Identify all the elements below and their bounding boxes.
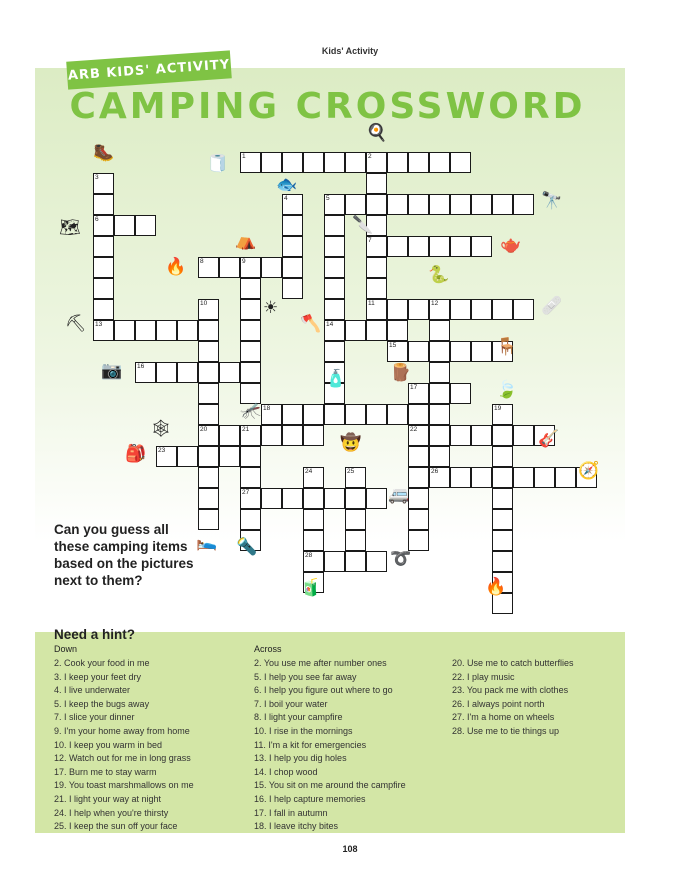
grid-cell[interactable] — [408, 509, 429, 530]
across-clue: 15. You sit on me around the campfire — [254, 780, 406, 791]
butterfly-net-icon: 🕸 — [150, 419, 172, 438]
grid-cell[interactable] — [345, 320, 366, 341]
grid-cell[interactable] — [513, 194, 534, 215]
grid-cell[interactable] — [366, 320, 387, 341]
grid-cell[interactable] — [366, 257, 387, 278]
grid-cell[interactable] — [408, 341, 429, 362]
across-clue-list — [254, 657, 406, 834]
kettle-icon: 🫖 — [500, 235, 522, 254]
across-clue: 7. I boil your water — [254, 698, 328, 709]
grid-cell[interactable] — [471, 425, 492, 446]
clue-number: 11 — [368, 300, 375, 307]
grid-cell[interactable] — [324, 551, 345, 572]
down-clue: 10. I keep you warm in bed — [54, 739, 163, 750]
tent-icon: ⛺ — [235, 231, 257, 250]
down-clue: 7. I slice your dinner — [54, 712, 135, 723]
grid-cell[interactable] — [198, 446, 219, 467]
grid-cell[interactable] — [93, 257, 114, 278]
grid-cell[interactable] — [366, 488, 387, 509]
clue-number: 2 — [368, 153, 372, 160]
activity-badge: ARB KIDS' ACTIVITY — [66, 50, 232, 89]
across-clue: 23. You pack me with clothes — [452, 685, 569, 696]
grid-cell[interactable] — [366, 194, 387, 215]
grid-cell[interactable] — [492, 488, 513, 509]
down-clue: 9. I'm your home away from home — [54, 725, 190, 736]
grid-cell[interactable] — [555, 467, 576, 488]
grid-cell[interactable] — [387, 299, 408, 320]
grid-cell[interactable] — [198, 467, 219, 488]
fish-icon: 🐟 — [276, 175, 298, 194]
grid-cell[interactable] — [198, 383, 219, 404]
grid-cell[interactable] — [240, 362, 261, 383]
down-clue: 12. Watch out for me in long grass — [54, 753, 191, 764]
across-clue: 26. I always point north — [452, 698, 545, 709]
clue-number: 10 — [200, 300, 208, 307]
grid-cell[interactable] — [513, 425, 534, 446]
grid-cell[interactable] — [219, 446, 240, 467]
grid-cell[interactable] — [177, 320, 198, 341]
clue-number: 17 — [410, 384, 418, 391]
grid-cell[interactable] — [345, 488, 366, 509]
frying-pan-icon: 🍳 — [366, 123, 388, 142]
clue-number: 9 — [242, 258, 246, 265]
grid-cell[interactable] — [450, 236, 471, 257]
compass-icon: 🧭 — [578, 461, 600, 480]
camp-chair-icon: 🪑 — [496, 337, 518, 356]
grid-cell[interactable] — [345, 509, 366, 530]
grid-cell[interactable] — [345, 551, 366, 572]
grid-cell[interactable] — [387, 404, 408, 425]
grid-cell[interactable] — [324, 404, 345, 425]
grid-cell[interactable] — [198, 341, 219, 362]
grid-cell[interactable] — [534, 467, 555, 488]
grid-cell[interactable] — [261, 425, 282, 446]
clue-number: 1 — [242, 153, 246, 160]
sleeping-bag-icon: 🛌 — [196, 532, 218, 551]
across-clue: 22. I play music — [452, 671, 515, 682]
grid-cell[interactable] — [429, 446, 450, 467]
grid-cell[interactable] — [471, 236, 492, 257]
grid-cell[interactable] — [282, 488, 303, 509]
down-clue-list — [54, 657, 194, 834]
down-clue: 19. You toast marshmallows on me — [54, 780, 194, 791]
clue-number: 27 — [242, 489, 250, 496]
grid-cell[interactable] — [324, 488, 345, 509]
grid-cell[interactable] — [93, 299, 114, 320]
grid-cell[interactable] — [492, 530, 513, 551]
grid-cell[interactable] — [408, 467, 429, 488]
grid-cell[interactable] — [240, 509, 261, 530]
grid-cell[interactable] — [345, 530, 366, 551]
grid-cell[interactable] — [429, 152, 450, 173]
boots-icon: 🥾 — [93, 143, 115, 162]
grid-cell[interactable] — [450, 383, 471, 404]
down-clue: 24. I help when you're thirsty — [54, 807, 169, 818]
clue-number: 20 — [200, 426, 208, 433]
camera-icon: 📷 — [101, 361, 123, 380]
grid-cell[interactable] — [156, 362, 177, 383]
grid-cell[interactable] — [450, 152, 471, 173]
grid-cell[interactable] — [135, 320, 156, 341]
clue-number: 25 — [347, 468, 355, 475]
grid-cell[interactable] — [240, 341, 261, 362]
page-title: CAMPING CROSSWORD — [69, 86, 586, 127]
clue-number: 14 — [326, 321, 334, 328]
caravan-icon: 🚐 — [388, 485, 410, 504]
across-clue: 14. I chop wood — [254, 766, 318, 777]
grid-cell[interactable] — [198, 362, 219, 383]
grid-cell[interactable] — [198, 404, 219, 425]
clue-number: 28 — [305, 552, 313, 559]
grid-cell[interactable] — [492, 593, 513, 614]
grid-cell[interactable] — [492, 509, 513, 530]
matches-icon: 🔥 — [165, 257, 187, 276]
clue-number: 7 — [368, 237, 372, 244]
grid-cell[interactable] — [429, 341, 450, 362]
across-clue: 18. I leave itchy bites — [254, 821, 339, 832]
grid-cell[interactable] — [240, 467, 261, 488]
toilet-paper-icon: 🧻 — [207, 154, 229, 173]
rope-icon: ➰ — [390, 549, 412, 568]
across-title: Across — [254, 644, 282, 654]
clue-number: 12 — [431, 300, 439, 307]
grid-cell[interactable] — [492, 299, 513, 320]
grid-cell[interactable] — [429, 320, 450, 341]
grid-cell[interactable] — [471, 194, 492, 215]
grid-cell[interactable] — [135, 215, 156, 236]
page-number: 108 — [342, 844, 358, 854]
hat-icon: 🤠 — [340, 433, 362, 452]
grid-cell[interactable] — [387, 236, 408, 257]
grid-cell[interactable] — [261, 152, 282, 173]
grid-cell[interactable] — [219, 362, 240, 383]
grid-cell[interactable] — [387, 320, 408, 341]
grid-cell[interactable] — [240, 299, 261, 320]
grid-cell[interactable] — [345, 194, 366, 215]
guitar-icon: 🎸 — [538, 429, 560, 448]
first-aid-kit-icon: 🩹 — [541, 296, 563, 315]
grid-cell[interactable] — [429, 194, 450, 215]
grid-cell[interactable] — [324, 215, 345, 236]
down-clue: 2. Cook your food in me — [54, 658, 150, 668]
grid-cell[interactable] — [408, 299, 429, 320]
clue-number: 6 — [95, 216, 99, 223]
grid-cell[interactable] — [429, 425, 450, 446]
clue-number: 18 — [263, 405, 271, 412]
grid-cell[interactable] — [366, 278, 387, 299]
down-clue: 21. I light your way at night — [54, 793, 162, 804]
clue-number: 5 — [326, 195, 330, 202]
grid-cell[interactable] — [366, 404, 387, 425]
down-clue: 17. Burn me to stay warm — [54, 766, 157, 777]
grid-cell[interactable] — [408, 194, 429, 215]
grid-cell[interactable] — [93, 236, 114, 257]
grid-cell[interactable] — [408, 236, 429, 257]
grid-cell[interactable] — [303, 425, 324, 446]
sun-icon: ☀ — [263, 298, 279, 317]
clue-number: 13 — [95, 321, 103, 328]
grid-cell[interactable] — [303, 488, 324, 509]
clue-number: 23 — [158, 447, 166, 454]
grid-cell[interactable] — [450, 425, 471, 446]
across-clue: 11. I'm a kit for emergencies — [254, 739, 367, 750]
grid-cell[interactable] — [387, 194, 408, 215]
grid-cell[interactable] — [492, 467, 513, 488]
across-clue-list-2 — [452, 657, 574, 739]
knife-icon: 🔪 — [352, 215, 374, 234]
clue-number: 4 — [284, 195, 288, 202]
grid-cell[interactable] — [324, 278, 345, 299]
axe-icon: 🪓 — [300, 314, 322, 333]
grid-cell[interactable] — [282, 425, 303, 446]
grid-cell[interactable] — [303, 530, 324, 551]
water-bottle-icon: 🧃 — [300, 578, 322, 597]
grid-cell[interactable] — [345, 152, 366, 173]
grid-cell[interactable] — [450, 299, 471, 320]
grid-cell[interactable] — [240, 278, 261, 299]
grid-cell[interactable] — [408, 404, 429, 425]
grid-cell[interactable] — [282, 152, 303, 173]
grid-cell[interactable] — [492, 446, 513, 467]
bug-spray-icon: 🧴 — [325, 369, 347, 388]
map-icon: 🗺 — [59, 218, 81, 237]
binoculars-icon: 🔭 — [541, 191, 563, 210]
grid-cell[interactable] — [156, 320, 177, 341]
across-clue: 16. I help capture memories — [254, 793, 366, 804]
grid-cell[interactable] — [471, 467, 492, 488]
grid-cell[interactable] — [114, 320, 135, 341]
across-clue: 27. I'm a home on wheels — [452, 712, 555, 723]
grid-cell[interactable] — [177, 362, 198, 383]
across-clue: 6. I help you figure out where to go — [254, 685, 393, 696]
grid-cell[interactable] — [93, 278, 114, 299]
grid-cell[interactable] — [450, 467, 471, 488]
grid-cell[interactable] — [240, 320, 261, 341]
down-clue: 3. I keep your feet dry — [54, 671, 142, 682]
grid-cell[interactable] — [303, 152, 324, 173]
clue-number: 3 — [95, 174, 99, 181]
grid-cell[interactable] — [429, 383, 450, 404]
grid-cell[interactable] — [282, 404, 303, 425]
question-text: Can you guess all these camping items based on the pictures next to them? — [54, 522, 194, 588]
grid-cell[interactable] — [429, 362, 450, 383]
down-title: Down — [54, 644, 78, 654]
grid-cell[interactable] — [387, 152, 408, 173]
grid-cell[interactable] — [408, 446, 429, 467]
grid-cell[interactable] — [324, 152, 345, 173]
grid-cell[interactable] — [282, 215, 303, 236]
clue-number: 8 — [200, 258, 204, 265]
grid-cell[interactable] — [261, 488, 282, 509]
grid-cell[interactable] — [198, 320, 219, 341]
down-clue: 4. I live underwater — [54, 685, 131, 696]
grid-cell[interactable] — [492, 425, 513, 446]
grid-cell[interactable] — [219, 257, 240, 278]
log-icon: 🪵 — [390, 363, 412, 382]
grid-cell[interactable] — [303, 509, 324, 530]
across-clue: 10. I rise in the mornings — [254, 725, 353, 736]
grid-cell[interactable] — [219, 425, 240, 446]
shovel-icon: ⛏ — [65, 314, 87, 333]
grid-cell[interactable] — [408, 488, 429, 509]
grid-cell[interactable] — [324, 299, 345, 320]
across-clue: 2. You use me after number ones — [254, 658, 387, 668]
clue-number: 15 — [389, 342, 397, 349]
grid-cell[interactable] — [366, 551, 387, 572]
grid-cell[interactable] — [492, 551, 513, 572]
grid-cell[interactable] — [513, 299, 534, 320]
grid-cell[interactable] — [198, 488, 219, 509]
grid-cell[interactable] — [429, 404, 450, 425]
grid-cell[interactable] — [114, 215, 135, 236]
across-clue: 8. I light your campfire — [254, 712, 343, 723]
leaf-icon: 🍃 — [496, 380, 518, 399]
grid-cell[interactable] — [471, 299, 492, 320]
grid-cell[interactable] — [261, 257, 282, 278]
down-clue: 5. I keep the bugs away — [54, 698, 150, 709]
backpack-icon: 🎒 — [125, 444, 147, 463]
snake-icon: 🐍 — [428, 265, 450, 284]
grid-cell[interactable] — [240, 446, 261, 467]
grid-cell[interactable] — [324, 236, 345, 257]
grid-cell[interactable] — [513, 467, 534, 488]
across-clue: 17. I fall in autumn — [254, 807, 328, 818]
grid-cell[interactable] — [408, 152, 429, 173]
across-clue: 20. Use me to catch butterflies — [452, 658, 574, 668]
grid-cell[interactable] — [492, 194, 513, 215]
hint-title: Need a hint? — [54, 627, 136, 642]
grid-cell[interactable] — [408, 530, 429, 551]
campfire-icon: 🔥 — [485, 577, 507, 596]
clue-number: 16 — [137, 363, 145, 370]
grid-cell[interactable] — [366, 173, 387, 194]
clue-number: 24 — [305, 468, 313, 475]
clue-number: 22 — [410, 426, 418, 433]
grid-cell[interactable] — [324, 257, 345, 278]
grid-cell[interactable] — [471, 341, 492, 362]
across-clue: 5. I help you see far away — [254, 671, 357, 682]
clue-number: 21 — [242, 426, 250, 433]
grid-cell[interactable] — [177, 446, 198, 467]
grid-cell[interactable] — [324, 341, 345, 362]
header-label: Kids' Activity — [321, 46, 379, 56]
grid-cell[interactable] — [282, 257, 303, 278]
clue-number: 19 — [494, 405, 502, 412]
across-clue: 13. I help you dig holes — [254, 753, 347, 764]
grid-cell[interactable] — [303, 404, 324, 425]
grid-cell[interactable] — [450, 341, 471, 362]
torch-icon: 🔦 — [236, 537, 258, 556]
grid-cell[interactable] — [282, 236, 303, 257]
across-clue: 28. Use me to tie things up — [452, 725, 560, 736]
grid-cell[interactable] — [429, 236, 450, 257]
grid-cell[interactable] — [450, 194, 471, 215]
down-clue: 25. I keep the sun off your face — [54, 821, 178, 832]
grid-cell[interactable] — [282, 278, 303, 299]
grid-cell[interactable] — [93, 194, 114, 215]
clue-number: 26 — [431, 468, 439, 475]
grid-cell[interactable] — [345, 404, 366, 425]
mosquito-icon: 🦟 — [240, 401, 262, 420]
